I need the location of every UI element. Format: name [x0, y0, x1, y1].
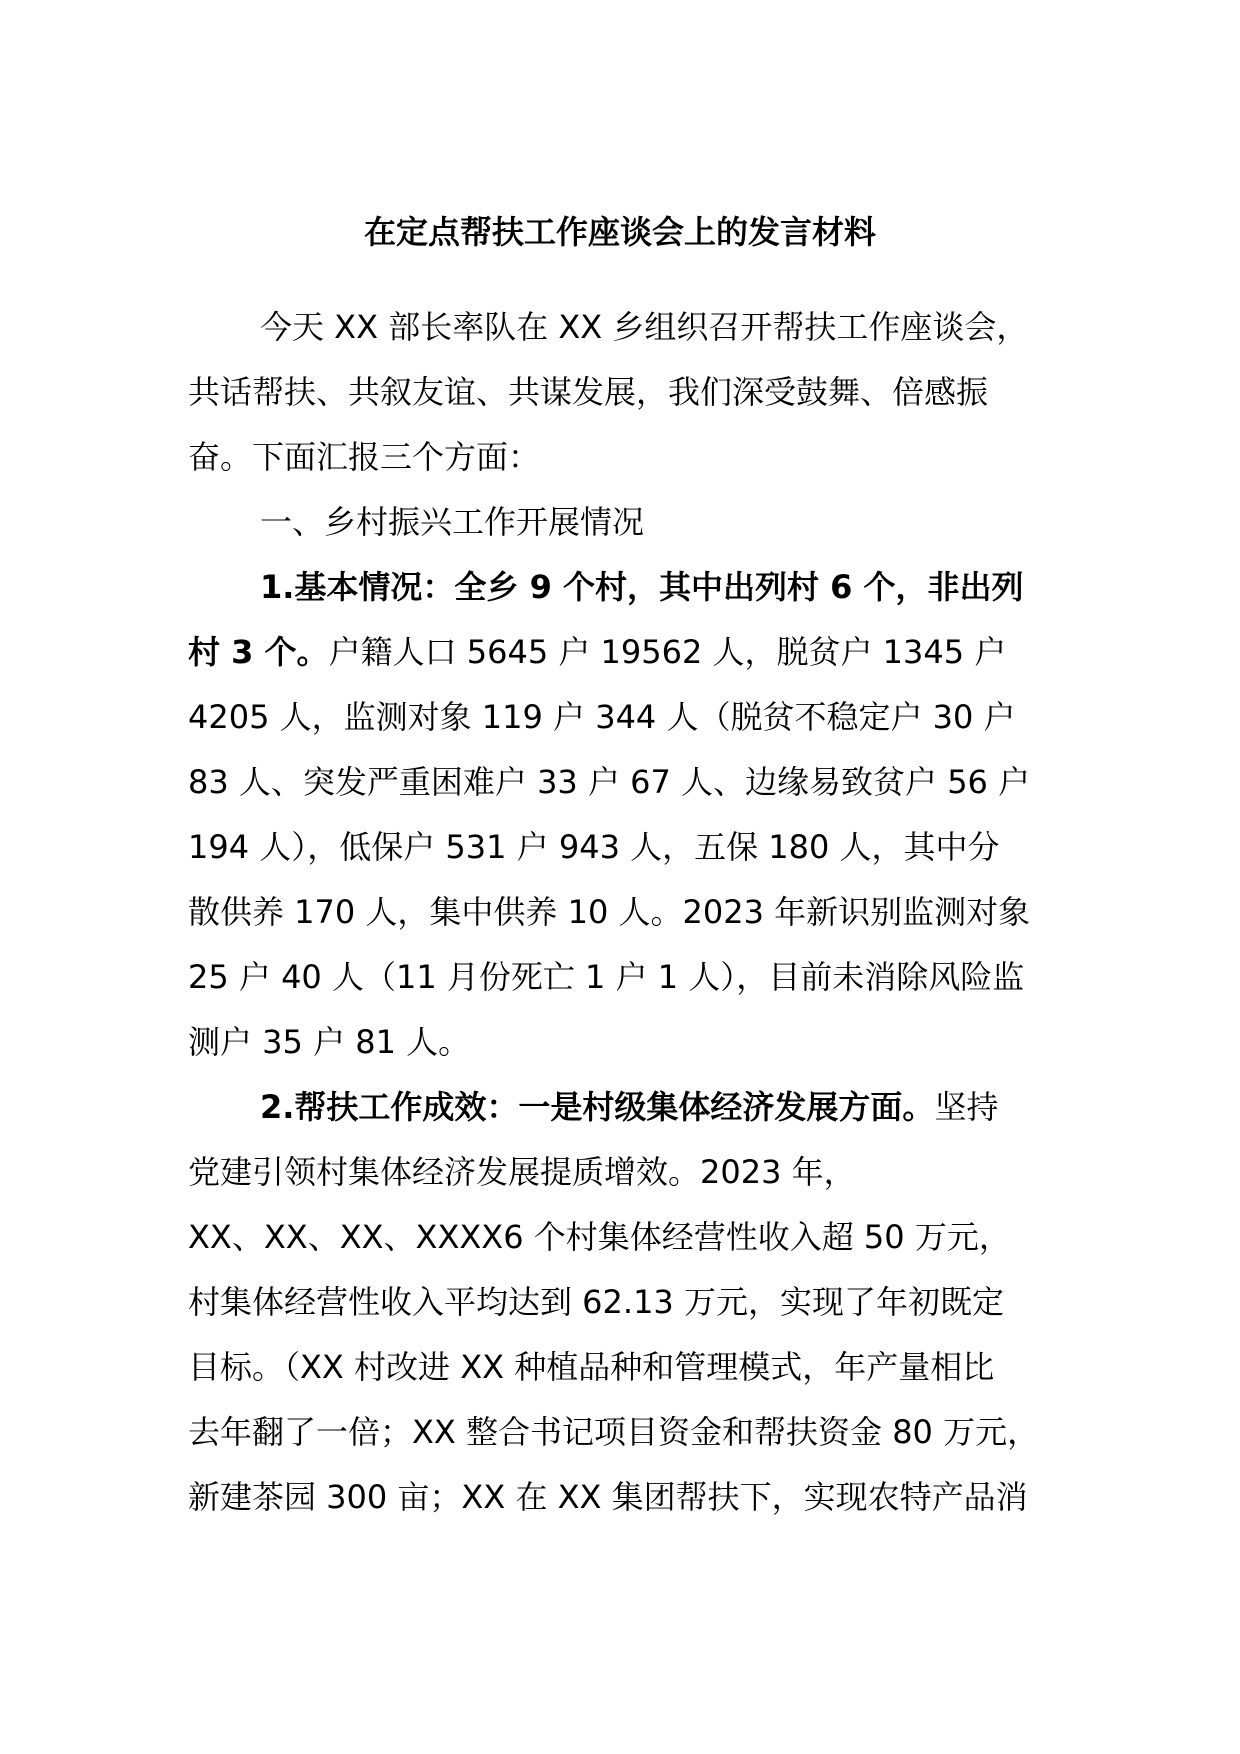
section-heading-text: 一、乡村振兴工作开展情况 [260, 503, 645, 541]
section-heading [188, 490, 1068, 555]
intro-line: 今天 XX 部长率队在 XX 乡组织召开帮扶工作座谈会， [260, 308, 1029, 346]
intro-paragraph [188, 295, 1068, 490]
item2-line: 去年翻了一倍；XX 整合书记项目资金和帮扶资金 80 万元， [188, 1413, 1040, 1451]
intro-line: 共话帮扶、共叙友谊、共谋发展，我们深受鼓舞、倍感振 [188, 373, 989, 411]
item1-line: 散供养 170 人，集中供养 10 人。2023 年新识别监测对象 [188, 893, 1031, 931]
item2-text: 坚持 [934, 1088, 999, 1126]
item1-paragraph [188, 555, 1068, 1075]
intro-line: 奋。下面汇报三个方面： [188, 438, 541, 476]
item2-paragraph [188, 1075, 1068, 1530]
item1-line: 4205 人，监测对象 119 户 344 人（脱贫不稳定户 30 户 [188, 698, 1016, 736]
item1-bold-text: 1.基本情况：全乡 9 个村，其中出列村 6 个，非出列 [260, 568, 1024, 606]
item2-line: 新建茶园 300 亩；XX 在 XX 集团帮扶下，实现农特产品消 [188, 1478, 1028, 1516]
item2-line: 目标。（XX 村改进 XX 种植品种和管理模式，年产量相比 [188, 1348, 995, 1386]
item1-line [188, 620, 1068, 685]
document-body [188, 295, 1068, 1530]
item2-line [188, 1075, 1068, 1140]
item1-text: 户籍人口 5645 户 19562 人，脱贫户 1345 户 [328, 633, 1007, 671]
item2-line: XX、XX、XX、XXXX6 个村集体经营性收入超 50 万元， [188, 1218, 1011, 1256]
item2-line: 党建引领村集体经济发展提质增效。2023 年， [188, 1153, 856, 1191]
item1-bold-line [188, 555, 1068, 620]
item1-line: 测户 35 户 81 人。 [188, 1023, 471, 1061]
item1-bold-text: 村 3 个。 [188, 633, 329, 671]
item2-line: 村集体经营性收入平均达到 62.13 万元，实现了年初既定 [188, 1283, 1004, 1321]
document-title: 在定点帮扶工作座谈会上的发言材料 [363, 213, 876, 251]
item2-bold-text: 2.帮扶工作成效：一是村级集体经济发展方面。 [260, 1088, 935, 1126]
item1-line: 25 户 40 人（11 月份死亡 1 户 1 人），目前未消除风险监 [188, 958, 1025, 996]
item1-line: 194 人），低保户 531 户 943 人，五保 180 人，其中分 [188, 828, 1000, 866]
item1-line: 83 人、突发严重困难户 33 户 67 人、边缘易致贫户 56 户 [188, 763, 1031, 801]
